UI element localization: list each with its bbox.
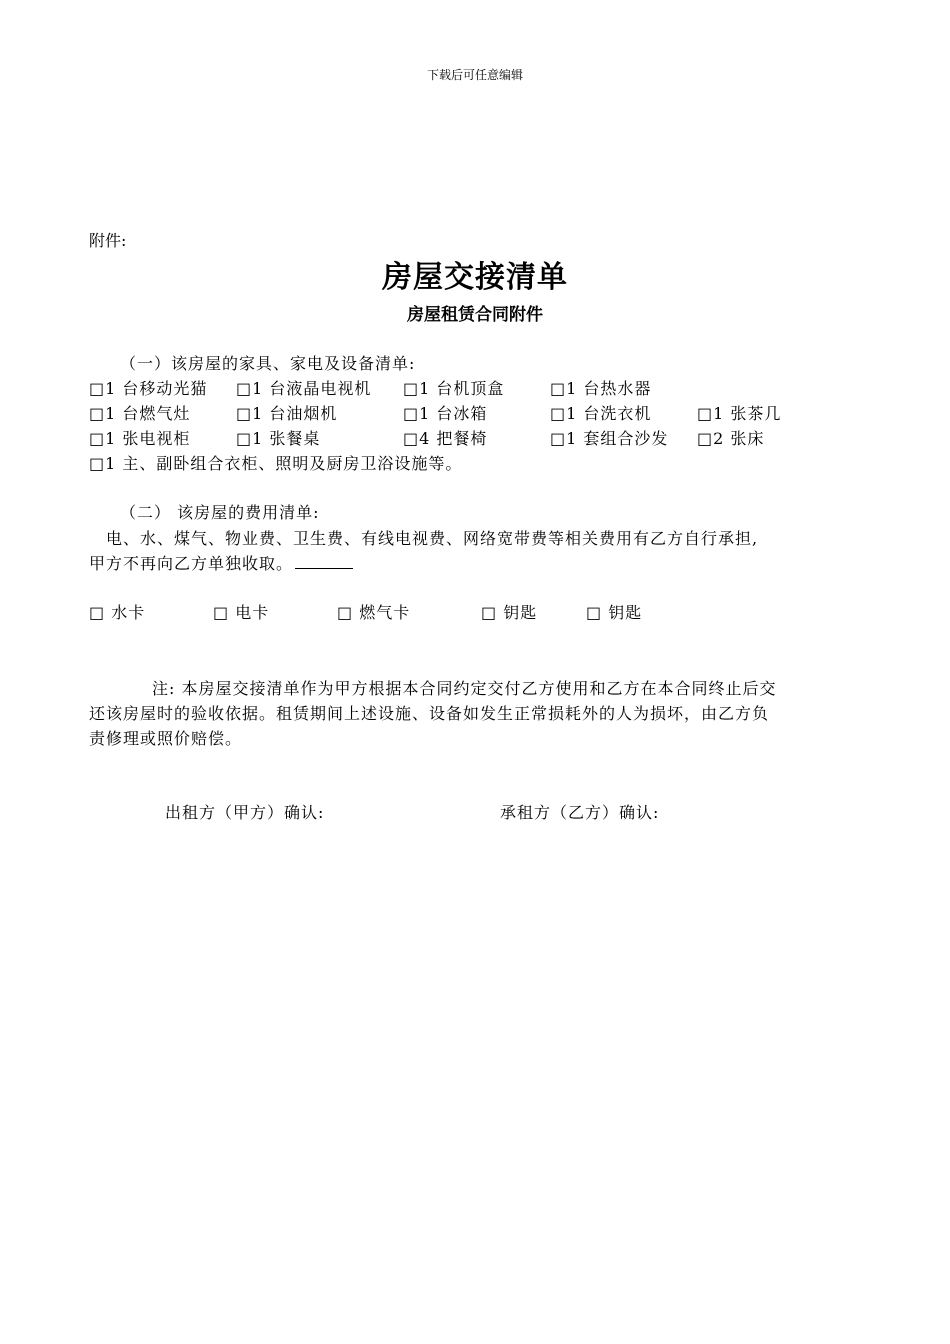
note-line-1: 注: 本房屋交接清单作为甲方根据本合同约定交付乙方使用和乙方在本合同终止后交 <box>152 679 777 698</box>
document-title: 房屋交接清单 <box>382 260 568 295</box>
list-item: □1 张电视柜 <box>89 429 191 448</box>
note-line-3: 责修理或照价赔偿。 <box>89 729 243 748</box>
list-item: □1 台液晶电视机 <box>236 379 372 398</box>
header-note: 下载后可任意编辑 <box>426 68 523 82</box>
list-item: □1 台移动光猫 <box>89 379 208 398</box>
list-item: □1 台热水器 <box>550 379 652 398</box>
list-item: □1 主、副卧组合衣柜、照明及厨房卫浴设施等。 <box>89 454 463 473</box>
blank-line <box>295 554 353 569</box>
attachment-label: 附件: <box>89 231 127 250</box>
list-item: □1 台冰箱 <box>403 404 488 423</box>
list-item: □ 电卡 <box>213 603 270 622</box>
list-item: □4 把餐椅 <box>403 429 488 448</box>
list-item: □1 台燃气灶 <box>89 404 191 423</box>
fees-line-1: 电、水、煤气、物业费、卫生费、有线电视费、网络宽带费等相关费用有乙方自行承担, <box>106 529 759 548</box>
list-item: □1 套组合沙发 <box>550 429 669 448</box>
document-subtitle: 房屋租赁合同附件 <box>407 305 543 325</box>
section2-heading: （二） 该房屋的费用清单: <box>120 503 320 522</box>
section1-heading: （一）该房屋的家具、家电及设备清单: <box>120 354 416 373</box>
list-item: □1 台机顶盒 <box>403 379 505 398</box>
list-item: □1 张餐桌 <box>236 429 321 448</box>
list-item: □2 张床 <box>697 429 765 448</box>
lessor-confirmation: 出租方（甲方）确认: <box>165 803 325 822</box>
fees-line-2 <box>89 551 353 574</box>
list-item: □ 钥匙 <box>586 603 643 622</box>
list-item: □1 台洗衣机 <box>550 404 652 423</box>
fees-line-2-text: 甲方不再向乙方单独收取。 <box>89 554 294 573</box>
list-item: □1 台油烟机 <box>236 404 338 423</box>
list-item: □ 燃气卡 <box>337 603 411 622</box>
note-line-2: 还该房屋时的验收依据。租赁期间上述设施、设备如发生正常损耗外的人为损坏，由乙方负 <box>89 704 770 723</box>
list-item: □ 水卡 <box>89 603 146 622</box>
list-item: □ 钥匙 <box>481 603 538 622</box>
list-item: □1 张茶几 <box>697 404 782 423</box>
lessee-confirmation: 承租方（乙方）确认: <box>500 803 660 822</box>
